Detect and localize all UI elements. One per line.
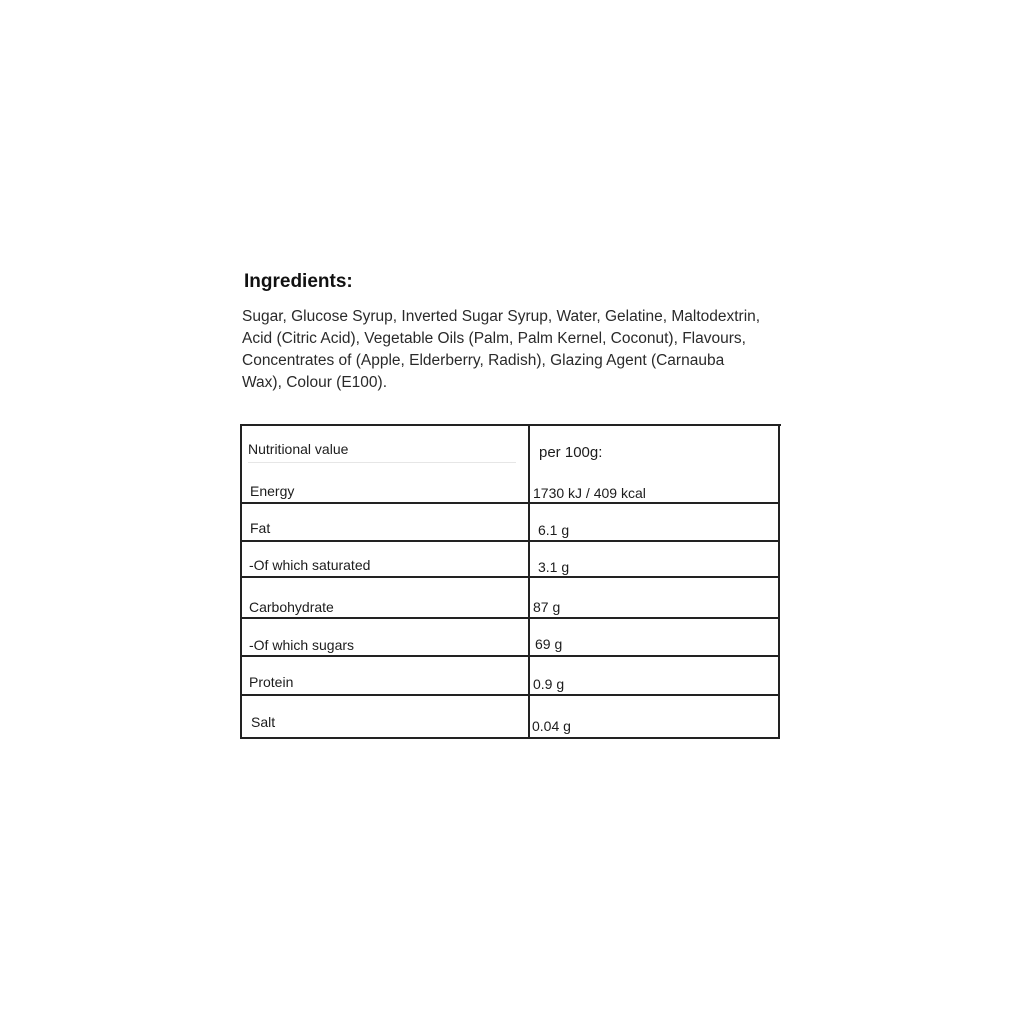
row-value-protein: 0.9 g bbox=[533, 676, 565, 692]
row-value-fat: 6.1 g bbox=[538, 522, 570, 538]
header-label: Nutritional value bbox=[248, 441, 349, 457]
ingredients-list bbox=[242, 306, 787, 394]
table-row-divider bbox=[240, 502, 780, 504]
table-row-divider bbox=[240, 655, 780, 657]
table-row-divider bbox=[240, 576, 780, 578]
row-label-salt: Salt bbox=[251, 714, 276, 730]
header-underline bbox=[248, 462, 516, 463]
ingredients-line: Acid (Citric Acid), Vegetable Oils (Palm, Palm Kernel, Coconut), Flavours, bbox=[242, 330, 746, 347]
row-value-saturated: 3.1 g bbox=[538, 559, 570, 575]
table-border-top bbox=[240, 424, 781, 426]
table-row-divider bbox=[240, 540, 780, 542]
header-value: per 100g: bbox=[539, 444, 603, 461]
table-border-right bbox=[778, 424, 780, 739]
row-label-saturated: -Of which saturated bbox=[249, 557, 371, 573]
ingredients-line: Concentrates of (Apple, Elderberry, Radish), Glazing Agent (Carnauba bbox=[242, 352, 725, 369]
ingredients-heading: Ingredients: bbox=[244, 271, 353, 292]
table-border-left bbox=[240, 424, 242, 739]
ingredients-line: Sugar, Glucose Syrup, Inverted Sugar Syrup, Water, Gelatine, Maltodextrin, bbox=[242, 308, 761, 325]
row-value-salt: 0.04 g bbox=[532, 718, 571, 734]
row-label-fat: Fat bbox=[250, 520, 271, 536]
table-border-bottom bbox=[240, 737, 780, 739]
row-label-carbohydrate: Carbohydrate bbox=[249, 599, 334, 615]
row-label-sugars: -Of which sugars bbox=[249, 637, 355, 653]
row-label-energy: Energy bbox=[250, 483, 295, 499]
row-value-energy: 1730 kJ / 409 kcal bbox=[533, 485, 646, 501]
table-row-divider bbox=[240, 617, 780, 619]
row-value-carbohydrate: 87 g bbox=[533, 599, 561, 615]
row-value-sugars: 69 g bbox=[535, 636, 563, 652]
nutrition-table-frame bbox=[240, 424, 781, 739]
table-row-divider bbox=[240, 694, 780, 696]
row-label-protein: Protein bbox=[249, 674, 294, 690]
ingredients-line: Wax), Colour (E100). bbox=[242, 374, 387, 391]
table-border-divider bbox=[528, 424, 530, 739]
